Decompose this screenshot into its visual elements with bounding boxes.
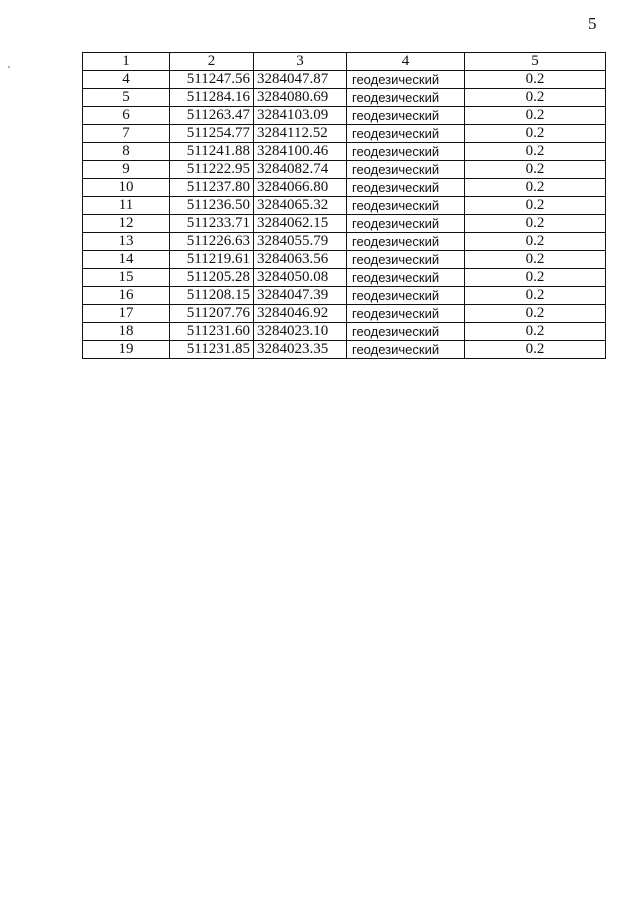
y-coordinate-cell: 3284082.74: [254, 161, 347, 179]
method-cell: геодезический: [347, 215, 465, 233]
y-coordinate-cell: 3284023.10: [254, 323, 347, 341]
x-coordinate-cell: 511284.16: [170, 89, 254, 107]
x-coordinate-cell: 511231.60: [170, 323, 254, 341]
accuracy-cell: 0.2: [465, 341, 606, 359]
table-row: [83, 251, 606, 269]
table-row: [83, 125, 606, 143]
x-coordinate-cell: 511247.56: [170, 71, 254, 89]
table-row: [83, 233, 606, 251]
accuracy-cell: 0.2: [465, 269, 606, 287]
method-cell: геодезический: [347, 179, 465, 197]
method-cell: геодезический: [347, 269, 465, 287]
y-coordinate-cell: 3284047.39: [254, 287, 347, 305]
table-row: [83, 341, 606, 359]
method-cell: геодезический: [347, 323, 465, 341]
point-number-cell: 16: [83, 287, 170, 305]
y-coordinate-cell: 3284023.35: [254, 341, 347, 359]
accuracy-cell: 0.2: [465, 107, 606, 125]
x-coordinate-cell: 511226.63: [170, 233, 254, 251]
header-cell-2: 2: [170, 53, 254, 71]
x-coordinate-cell: 511236.50: [170, 197, 254, 215]
y-coordinate-cell: 3284047.87: [254, 71, 347, 89]
point-number-cell: 7: [83, 125, 170, 143]
method-cell: геодезический: [347, 251, 465, 269]
header-cell-4: 4: [347, 53, 465, 71]
table-row: [83, 179, 606, 197]
point-number-cell: 19: [83, 341, 170, 359]
y-coordinate-cell: 3284055.79: [254, 233, 347, 251]
x-coordinate-cell: 511222.95: [170, 161, 254, 179]
accuracy-cell: 0.2: [465, 305, 606, 323]
method-cell: геодезический: [347, 71, 465, 89]
point-number-cell: 13: [83, 233, 170, 251]
y-coordinate-cell: 3284050.08: [254, 269, 347, 287]
table-row: [83, 323, 606, 341]
accuracy-cell: 0.2: [465, 323, 606, 341]
method-cell: геодезический: [347, 287, 465, 305]
method-cell: геодезический: [347, 143, 465, 161]
table-row: [83, 197, 606, 215]
accuracy-cell: 0.2: [465, 197, 606, 215]
table-row: [83, 71, 606, 89]
point-number-cell: 6: [83, 107, 170, 125]
table-row: [83, 143, 606, 161]
accuracy-cell: 0.2: [465, 287, 606, 305]
table-row: [83, 287, 606, 305]
accuracy-cell: 0.2: [465, 233, 606, 251]
accuracy-cell: 0.2: [465, 161, 606, 179]
point-number-cell: 15: [83, 269, 170, 287]
method-cell: геодезический: [347, 89, 465, 107]
point-number-cell: 14: [83, 251, 170, 269]
header-cell-3: 3: [254, 53, 347, 71]
y-coordinate-cell: 3284112.52: [254, 125, 347, 143]
point-number-cell: 4: [83, 71, 170, 89]
accuracy-cell: 0.2: [465, 89, 606, 107]
point-number-cell: 12: [83, 215, 170, 233]
accuracy-cell: 0.2: [465, 143, 606, 161]
y-coordinate-cell: 3284063.56: [254, 251, 347, 269]
x-coordinate-cell: 511241.88: [170, 143, 254, 161]
accuracy-cell: 0.2: [465, 215, 606, 233]
table-row: [83, 269, 606, 287]
y-coordinate-cell: 3284080.69: [254, 89, 347, 107]
table-row: [83, 89, 606, 107]
margin-mark: [8, 66, 10, 68]
point-number-cell: 5: [83, 89, 170, 107]
x-coordinate-cell: 511237.80: [170, 179, 254, 197]
table-row: [83, 161, 606, 179]
point-number-cell: 17: [83, 305, 170, 323]
point-number-cell: 10: [83, 179, 170, 197]
x-coordinate-cell: 511208.15: [170, 287, 254, 305]
point-number-cell: 11: [83, 197, 170, 215]
method-cell: геодезический: [347, 233, 465, 251]
y-coordinate-cell: 3284100.46: [254, 143, 347, 161]
table-header-row: [83, 53, 606, 71]
accuracy-cell: 0.2: [465, 179, 606, 197]
x-coordinate-cell: 511233.71: [170, 215, 254, 233]
method-cell: геодезический: [347, 125, 465, 143]
table-row: [83, 107, 606, 125]
y-coordinate-cell: 3284062.15: [254, 215, 347, 233]
header-cell-5: 5: [465, 53, 606, 71]
table-row: [83, 215, 606, 233]
x-coordinate-cell: 511207.76: [170, 305, 254, 323]
x-coordinate-cell: 511219.61: [170, 251, 254, 269]
point-number-cell: 18: [83, 323, 170, 341]
coordinates-table: [82, 52, 606, 359]
y-coordinate-cell: 3284046.92: [254, 305, 347, 323]
x-coordinate-cell: 511205.28: [170, 269, 254, 287]
point-number-cell: 9: [83, 161, 170, 179]
method-cell: геодезический: [347, 197, 465, 215]
accuracy-cell: 0.2: [465, 251, 606, 269]
page-number: 5: [588, 14, 597, 33]
accuracy-cell: 0.2: [465, 125, 606, 143]
accuracy-cell: 0.2: [465, 71, 606, 89]
table-row: [83, 305, 606, 323]
x-coordinate-cell: 511254.77: [170, 125, 254, 143]
method-cell: геодезический: [347, 107, 465, 125]
y-coordinate-cell: 3284103.09: [254, 107, 347, 125]
x-coordinate-cell: 511263.47: [170, 107, 254, 125]
y-coordinate-cell: 3284065.32: [254, 197, 347, 215]
method-cell: геодезический: [347, 161, 465, 179]
method-cell: геодезический: [347, 341, 465, 359]
y-coordinate-cell: 3284066.80: [254, 179, 347, 197]
x-coordinate-cell: 511231.85: [170, 341, 254, 359]
header-cell-1: 1: [83, 53, 170, 71]
point-number-cell: 8: [83, 143, 170, 161]
method-cell: геодезический: [347, 305, 465, 323]
